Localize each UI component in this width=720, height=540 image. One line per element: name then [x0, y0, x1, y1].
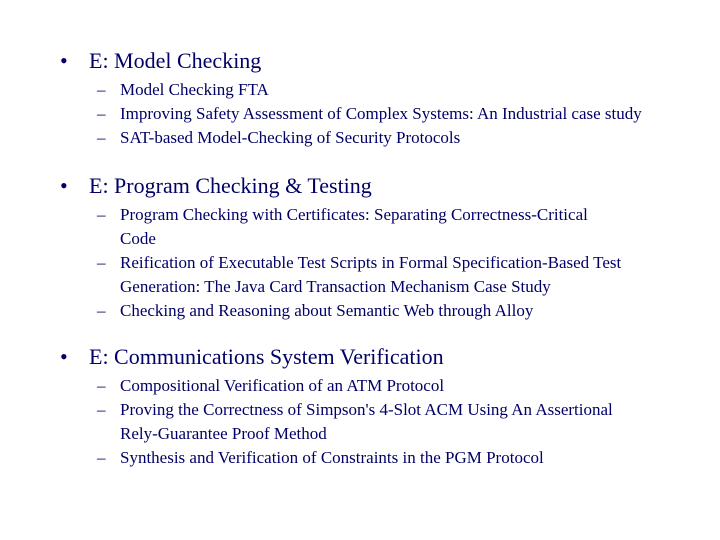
list-item: [0, 446, 720, 470]
list-item-text: Synthesis and Verification of Constraints in the PGM Protocol: [120, 448, 544, 467]
list-item: [0, 251, 720, 299]
section-heading: E: Communications System Verification: [89, 344, 444, 369]
list-item: [0, 126, 720, 150]
dash-icon: –: [97, 128, 106, 147]
list-item-text: Model Checking FTA: [120, 80, 269, 99]
bullet-icon: •: [60, 173, 68, 198]
dash-icon: –: [97, 80, 106, 99]
section-heading-row: [0, 48, 720, 78]
dash-icon: –: [97, 205, 106, 224]
list-item-text: Program Checking with Certificates: Separating Correctness-Critical Code: [120, 205, 588, 248]
dash-icon: –: [97, 400, 106, 419]
list-item-text: Improving Safety Assessment of Complex Systems: An Industrial case study: [120, 104, 642, 123]
list-item: [0, 374, 720, 398]
dash-icon: –: [97, 376, 106, 395]
list-item: [0, 398, 720, 446]
dash-icon: –: [97, 253, 106, 272]
bullet-icon: •: [60, 48, 68, 73]
section-heading-row: [0, 344, 720, 374]
list-item-text: Checking and Reasoning about Semantic Web through Alloy: [120, 301, 534, 320]
list-item-text: SAT-based Model-Checking of Security Protocols: [120, 128, 461, 147]
list-item-text: Reification of Executable Test Scripts in Formal Specification-Based Test Generation: The Java Card Transaction Mechanism Case Study: [120, 253, 622, 296]
list-item: [0, 78, 720, 102]
section-heading: E: Model Checking: [89, 48, 262, 73]
list-item-text: Compositional Verification of an ATM Protocol: [120, 376, 445, 395]
section-heading-row: [0, 173, 720, 203]
section-program-checking: [0, 173, 720, 323]
section-model-checking: [0, 48, 720, 150]
section-heading: E: Program Checking & Testing: [89, 173, 372, 198]
list-item: [0, 299, 720, 323]
section-communications-verification: [0, 344, 720, 470]
list-item: [0, 203, 720, 251]
dash-icon: –: [97, 301, 106, 320]
dash-icon: –: [97, 104, 106, 123]
list-item-text: Proving the Correctness of Simpson's 4-Slot ACM Using An Assertional Rely-Guarantee Proof Method: [120, 400, 613, 443]
dash-icon: –: [97, 448, 106, 467]
bullet-icon: •: [60, 344, 68, 369]
list-item: [0, 102, 720, 126]
